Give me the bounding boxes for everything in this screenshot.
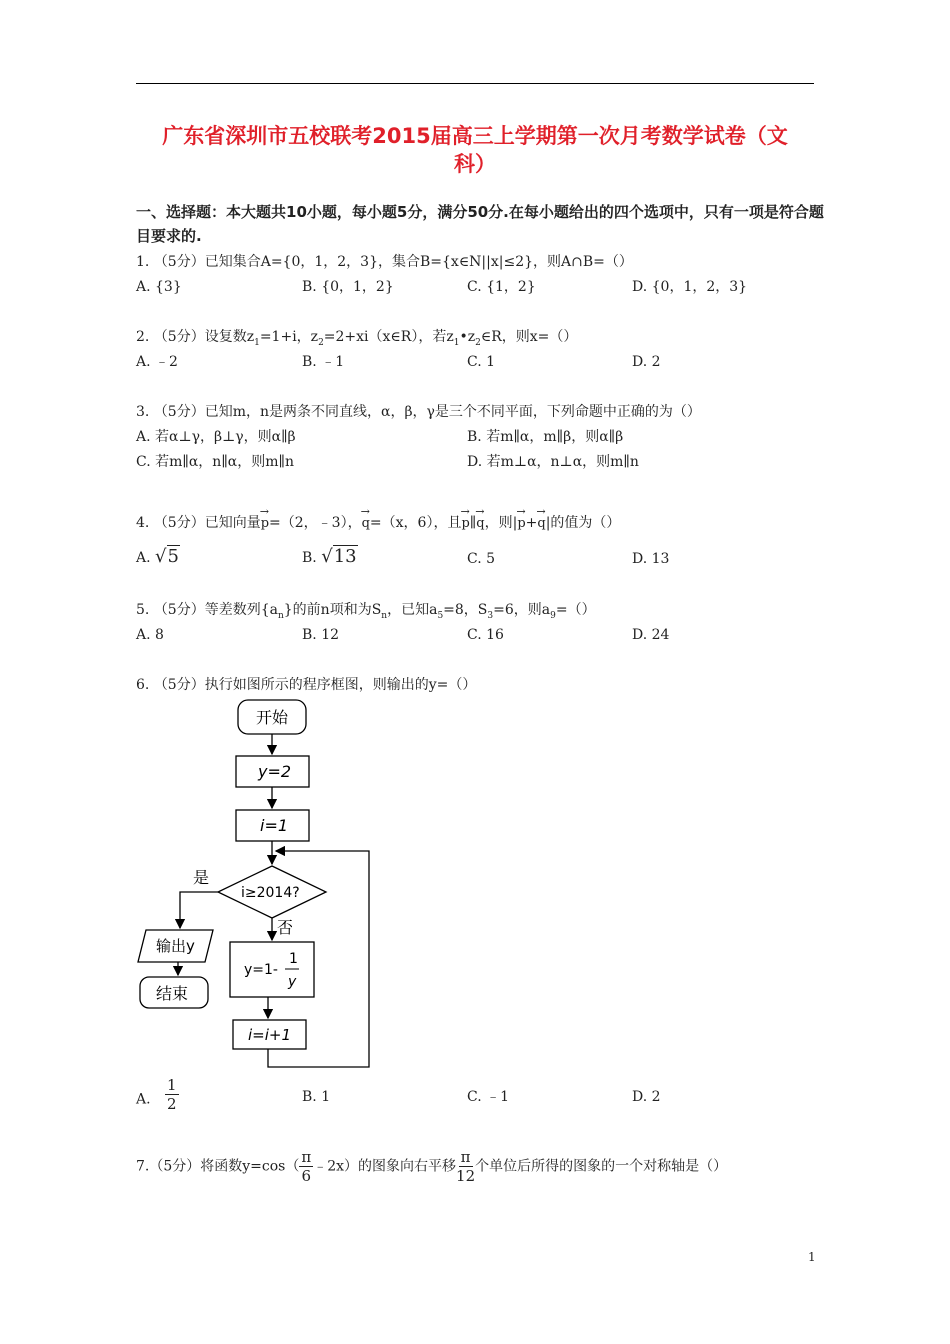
q3-option-a: A. 若α⊥γ，β⊥γ，则α∥β [136,429,296,445]
q2-option-a: A. ﹣2 [136,354,178,370]
q1-option-c: C. {1，2} [467,279,536,295]
q4-stem: 4. （5分）已知向量→ p=（2，﹣3），→ q=（x，6），且→ p∥→ q，则|→ p+→ q|的值为（） [136,514,620,533]
flow-no-label: 否 [277,918,294,937]
q4-option-d: D. 13 [632,551,670,567]
q6-option-a: A. $\frac{1}{2}$ [136,1076,177,1113]
q1-option-a: A. {3} [136,279,182,295]
q3-option-b: B. 若m∥α，m∥β，则α∥β [467,429,624,445]
q2-option-b: B. ﹣1 [302,354,345,370]
q2-stem: 2. （5分）设复数$z_1=1+i$，$z_2=2+xi(x\in R)$，若$z_1•z_2\in R$，则x=（） [136,329,578,348]
flow-condition-label: i≥2014? [241,885,300,901]
q2-option-c: C. 1 [467,354,496,370]
title-line-1: 广东省深圳市五校联考2015届高三上学期第一次月考数学试卷（文 [162,124,788,148]
section-heading: 一、选择题：本大题共10小题，每小题5分，满分50分.在每小题给出的四个选项中，只有一项是符合题目要求的. [136,203,824,245]
q2-option-d: D. 2 [632,354,661,370]
q3-stem: 3. （5分）已知m，n是两条不同直线，α，β，γ是三个不同平面，下列命题中正确的为（） [136,404,701,420]
q6-option-b: B. 1 [302,1089,331,1105]
flow-frac-den: y [288,974,297,990]
flow-end-label: 结束 [156,984,189,1003]
flow-start-label: 开始 [256,708,289,727]
q5-option-b: B. 12 [302,627,340,643]
q3-option-c: C. 若m∥α，n∥α，则m∥n [136,454,295,470]
q7-stem: 7.（5分）将函数y=cos（ $\frac{\pi}{6}$ ﹣2x）的图象向右平移 $\frac{\pi}{12}$ 个单位后所得的图象的一个对称轴是（） [136,1148,728,1185]
vector-p: → p [261,515,269,533]
q5-stem: 5. （5分）等差数列$\{a_n\}$的前n项和为$S_n$，已知$a_5=8$，$S_3=6$，则$a_9=()$ [136,602,596,621]
flow-i-init-label: i=1 [260,816,289,835]
vector-q: → q [362,515,370,533]
q4-option-b: B. √13 [302,546,357,567]
q5-option-c: C. 16 [467,627,504,643]
flow-increment-label: i=i+1 [248,1026,292,1044]
q1-option-b: B. {0，1，2} [302,279,394,295]
flow-output-label: 输出y [156,937,195,955]
q3-option-d: D. 若m⊥α，n⊥α，则m∥n [467,454,639,470]
q5-option-d: D. 24 [632,627,670,643]
flow-frac-num: 1 [289,951,298,967]
q4-option-a: A. √5 [136,546,179,567]
q5-option-a: A. 8 [136,627,164,643]
title-line-2: 科） [454,152,496,176]
q6-stem: 6. （5分）执行如图所示的程序框图，则输出的y=（） [136,677,477,693]
page-number: 1 [808,1250,816,1264]
flow-y-init-label: y=2 [258,762,292,781]
flow-yes-label: 是 [193,868,210,887]
flow-update-label: y=1- [244,962,278,978]
q4-option-c: C. 5 [467,551,496,567]
q6-option-c: C. ﹣1 [467,1089,510,1105]
q1-option-d: D. {0，1，2，3} [632,279,748,295]
q1-stem: 1. （5分）已知集合A={0，1，2，3}，集合B={x∈N||x|≤2}，则A∩B=（） [136,254,633,270]
q6-option-d: D. 2 [632,1089,661,1105]
